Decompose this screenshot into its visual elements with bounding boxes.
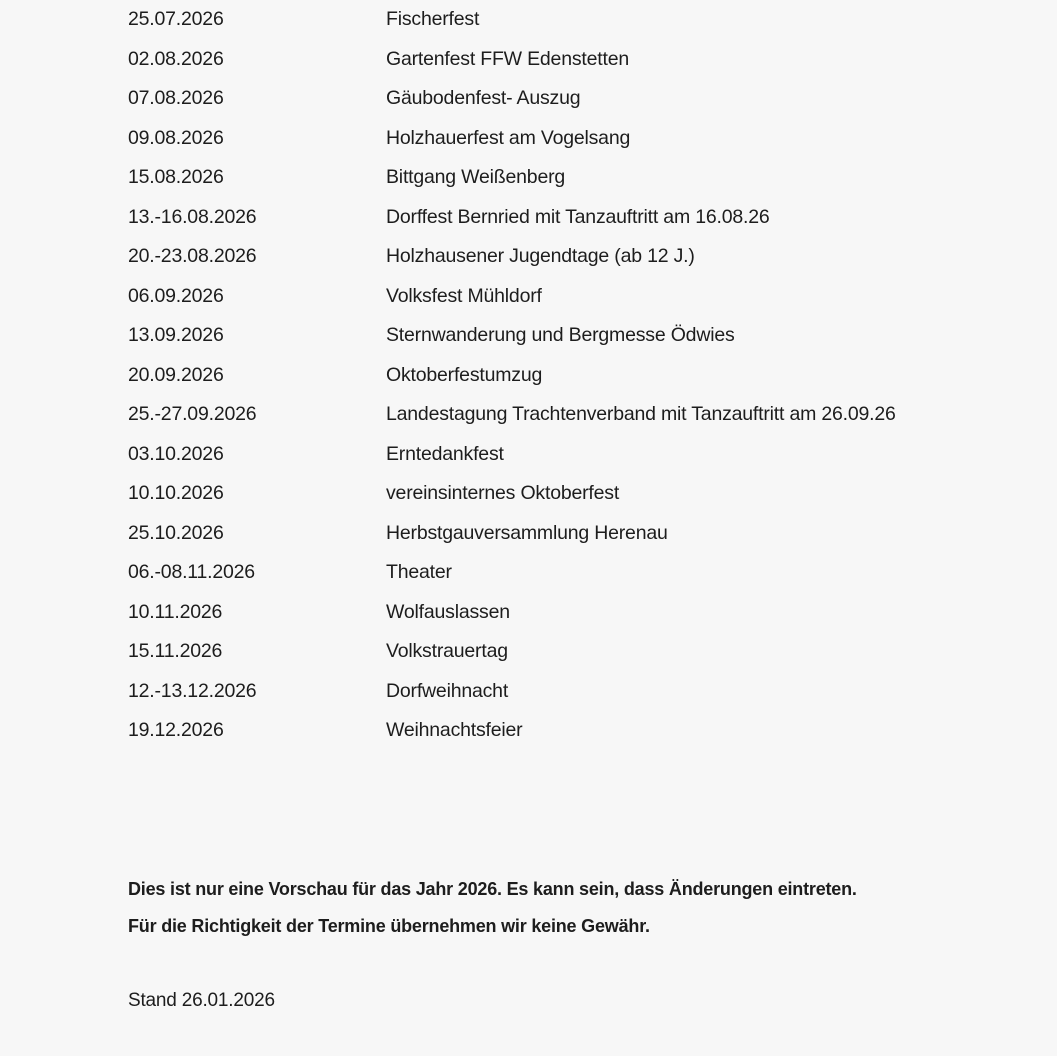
event-date: 06.09.2026 (128, 284, 224, 307)
event-date: 06.-08.11.2026 (128, 561, 255, 584)
events-list (128, 0, 1057, 751)
event-row (128, 593, 1057, 633)
event-row (128, 395, 1057, 435)
disclaimer-line-2: Für die Richtigkeit der Termine übernehmen wir keine Gewähr. (128, 916, 650, 936)
event-row (128, 474, 1057, 514)
event-row (128, 356, 1057, 396)
event-row (128, 119, 1057, 159)
event-date: 20.-23.08.2026 (128, 245, 257, 268)
event-date: 19.12.2026 (128, 719, 224, 742)
event-row (128, 514, 1057, 554)
event-row (128, 158, 1057, 198)
event-title: Volkstrauertag (386, 640, 508, 663)
event-date: 15.08.2026 (128, 166, 224, 189)
revision-date: Stand 26.01.2026 (128, 990, 275, 1011)
event-date: 13.09.2026 (128, 324, 224, 347)
event-title: Weihnachtsfeier (386, 719, 523, 742)
event-title: Volksfest Mühldorf (386, 284, 542, 307)
event-date: 02.08.2026 (128, 47, 224, 70)
event-date: 25.10.2026 (128, 521, 224, 544)
event-title: Dorfweihnacht (386, 679, 509, 702)
disclaimer (128, 871, 857, 945)
event-title: Oktoberfestumzug (386, 363, 543, 386)
event-row (128, 0, 1057, 40)
event-row (128, 277, 1057, 317)
event-title: Erntedankfest (386, 442, 504, 465)
event-title: Gäubodenfest- Auszug (386, 87, 581, 110)
event-row (128, 672, 1057, 712)
event-title: Landestagung Trachtenverband mit Tanzauftritt am 26.09.26 (386, 403, 896, 426)
event-title: Bittgang Weißenberg (386, 166, 566, 189)
event-date: 03.10.2026 (128, 442, 224, 465)
event-date: 20.09.2026 (128, 363, 224, 386)
event-date: 10.11.2026 (128, 600, 223, 623)
event-title: Fischerfest (386, 8, 480, 31)
event-row (128, 711, 1057, 751)
event-title: Herbstgauversammlung Herenau (386, 521, 668, 544)
event-date: 07.08.2026 (128, 87, 224, 110)
event-row (128, 237, 1057, 277)
event-title: vereinsinternes Oktoberfest (386, 482, 620, 505)
event-date: 25.-27.09.2026 (128, 403, 257, 426)
event-title: Holzhauerfest am Vogelsang (386, 126, 631, 149)
event-row (128, 632, 1057, 672)
event-row (128, 79, 1057, 119)
event-date: 09.08.2026 (128, 126, 224, 149)
event-date: 25.07.2026 (128, 8, 224, 31)
event-date: 13.-16.08.2026 (128, 205, 257, 228)
disclaimer-line-1: Dies ist nur eine Vorschau für das Jahr 2026. Es kann sein, dass Änderungen eintreten. (128, 879, 857, 899)
event-title: Sternwanderung und Bergmesse Ödwies (386, 324, 735, 347)
event-title: Theater (386, 561, 452, 584)
event-row (128, 553, 1057, 593)
event-row (128, 40, 1057, 80)
event-title: Holzhausener Jugendtage (ab 12 J.) (386, 245, 695, 268)
event-title: Gartenfest FFW Edenstetten (386, 47, 629, 70)
event-row (128, 316, 1057, 356)
event-date: 12.-13.12.2026 (128, 679, 257, 702)
event-title: Wolfauslassen (386, 600, 510, 623)
event-row (128, 198, 1057, 238)
event-title: Dorffest Bernried mit Tanzauftritt am 16.08.26 (386, 205, 770, 228)
event-date: 10.10.2026 (128, 482, 224, 505)
event-date: 15.11.2026 (128, 640, 223, 663)
event-row (128, 435, 1057, 475)
